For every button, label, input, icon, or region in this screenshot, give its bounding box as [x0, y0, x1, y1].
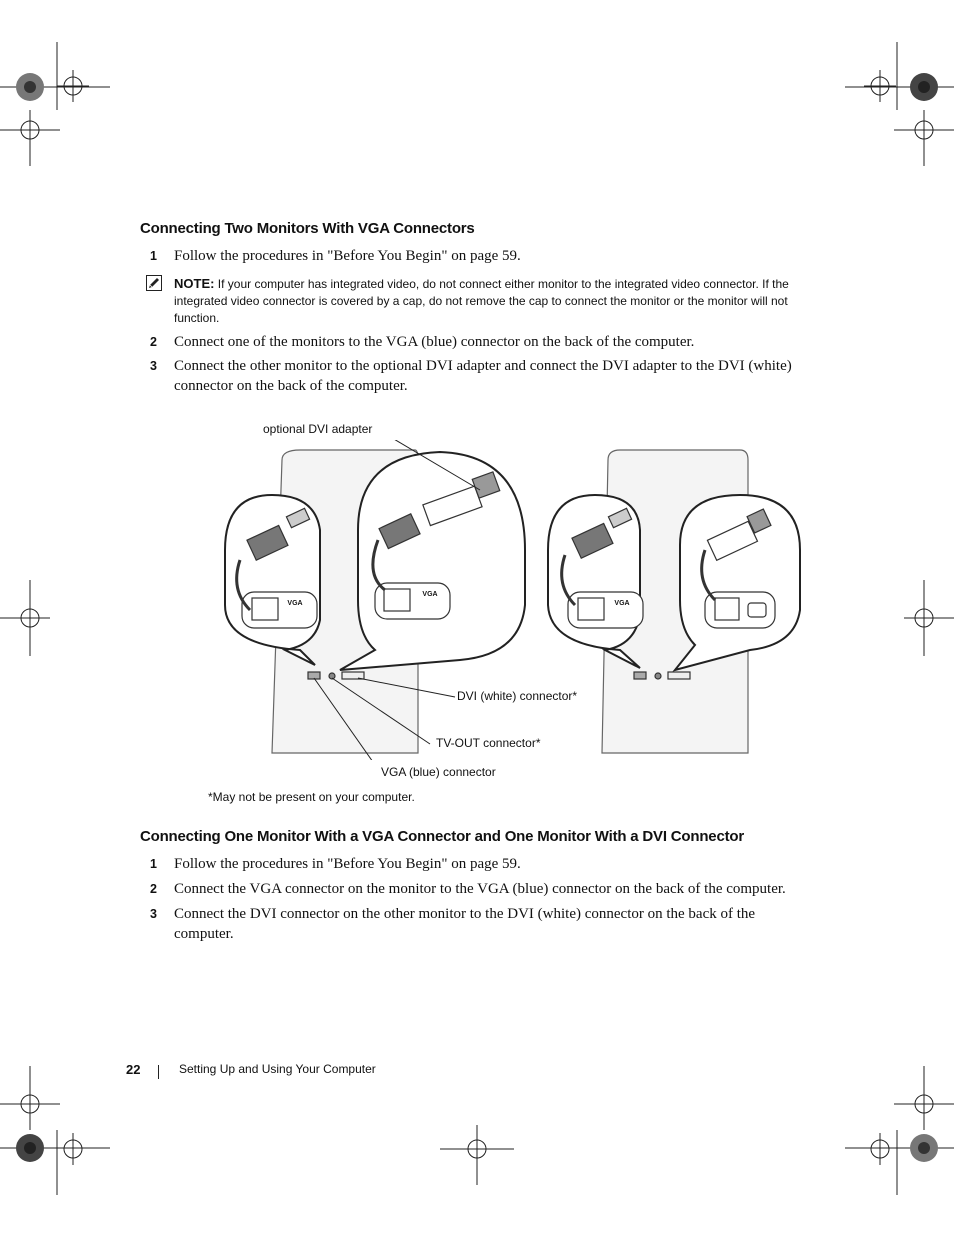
callout-dvi-adapter: optional DVI adapter: [263, 422, 373, 436]
monitor-connection-diagram: [210, 440, 810, 760]
section-title: Connecting Two Monitors With VGA Connectors: [140, 220, 475, 237]
step-number: 3: [150, 907, 157, 921]
step-text: Connect one of the monitors to the VGA (blue) connector on the back of the computer.: [174, 334, 695, 350]
list-item: [150, 879, 820, 899]
list-item: [150, 246, 820, 266]
footer-divider: [158, 1065, 159, 1079]
step-text: Connect the DVI connector on the other monitor to the DVI (white) connector on the back of the computer.: [174, 906, 756, 942]
step-number: 3: [150, 359, 157, 373]
note-text: If your computer has integrated video, do not connect either monitor to the integrated video connector. If the integrated video connector is covered by a cap, do not remove the cap to connect the monitor or the monitor will not function.: [174, 277, 789, 325]
step-number: 1: [150, 857, 157, 871]
step-text: Connect the VGA connector on the monitor to the VGA (blue) connector on the back of the computer.: [174, 881, 786, 897]
footer-chapter: Setting Up and Using Your Computer: [179, 1062, 376, 1076]
step-number: 2: [150, 335, 157, 349]
step-number: 1: [150, 249, 157, 263]
step-text: Connect the other monitor to the optional DVI adapter and connect the DVI adapter to the DVI (white) connector on the back of the computer.: [174, 358, 792, 394]
figure-footnote: *May not be present on your computer.: [208, 790, 415, 804]
list-item: [150, 356, 820, 396]
vga-port-label: VGA: [287, 600, 303, 607]
section-title: Connecting One Monitor With a VGA Connector and One Monitor With a DVI Connector: [140, 828, 744, 845]
list-item: [150, 904, 790, 944]
callout-dvi-connector: DVI (white) connector*: [457, 689, 578, 703]
note-label: NOTE:: [174, 276, 215, 291]
callout-vga-connector: VGA (blue) connector: [381, 765, 496, 779]
vga-port-label: VGA: [614, 600, 630, 607]
page-number: 22: [126, 1062, 141, 1077]
step-text: Follow the procedures in "Before You Begin" on page 59.: [174, 248, 521, 264]
step-number: 2: [150, 882, 157, 896]
step-text: Follow the procedures in "Before You Begin" on page 59.: [174, 856, 521, 872]
vga-port-label: VGA: [422, 591, 438, 598]
callout-tvout-connector: TV-OUT connector*: [436, 736, 541, 750]
list-item: [150, 332, 820, 352]
pencil-note-icon: [146, 275, 162, 291]
note-box: [146, 275, 826, 327]
list-item: [150, 854, 820, 874]
